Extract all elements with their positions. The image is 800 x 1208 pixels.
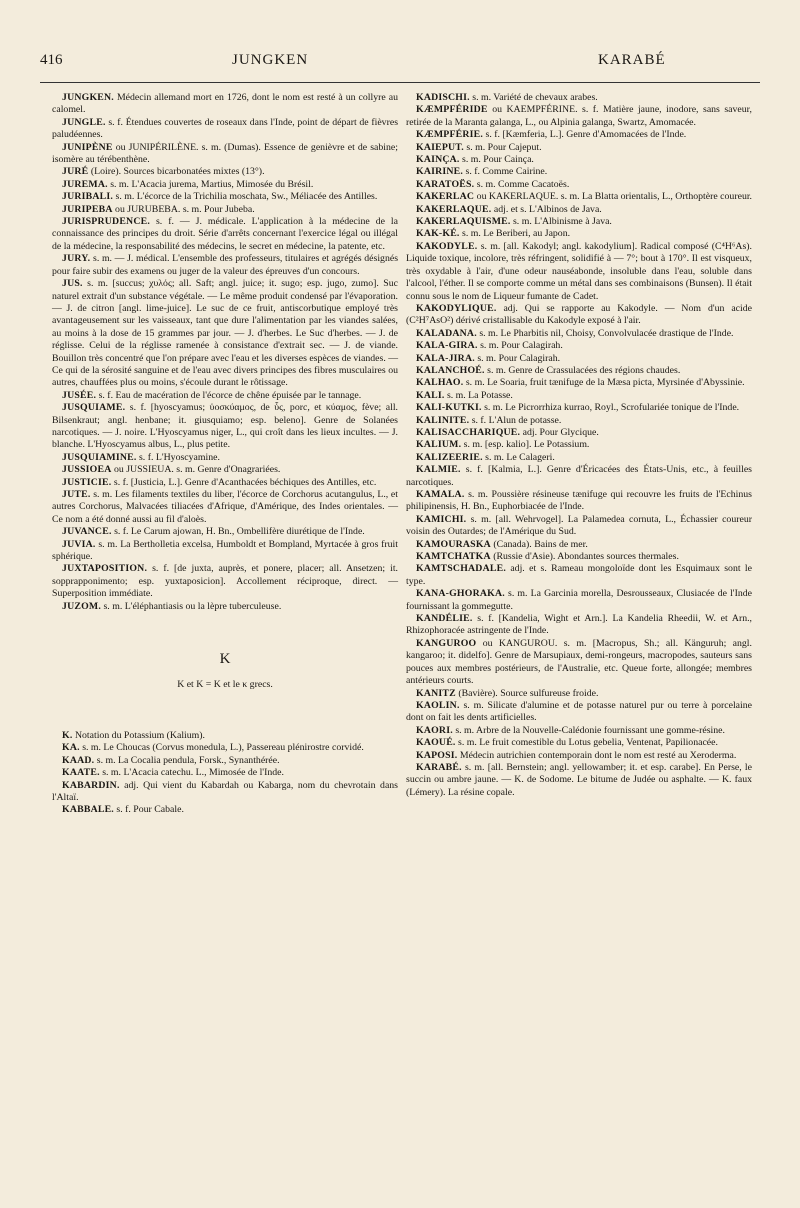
entry-definition: s. m. L'Acacia jurema, Martius, Mimosée du Brésil. [110, 178, 314, 190]
running-header [40, 48, 760, 76]
entry-definition: s. m. Silicate d'alumine et de potasse naturel pur ou terre à porcelaine dont on fait les dents artificielles. [406, 699, 752, 724]
dictionary-entry [406, 353, 752, 365]
entry-definition: s. m. Genre de Crassulacées des régions chaudes. [487, 364, 681, 376]
entry-definition: s. f. [Kandelia, Wight et Arn.]. La Kandelia Rheedii, W. et Arn., Rhizophoracée astringente de l'Inde. [406, 613, 753, 637]
dictionary-entry [52, 767, 398, 779]
right-column [406, 92, 752, 799]
entry-definition: s. m. — J. médical. L'ensemble des professeurs, titulaires et agrégés désignés pour faire subir des examens ou juger de la valeur des épreuves d'un concours. [52, 253, 399, 277]
entry-definition: adj. Qui se rapporte au Kakodyle. — Nom d'un acide (C²H⁷AsO²) dérivé cristallisable du Kakodyle exposé à l'air. [406, 302, 752, 327]
entry-definition: s. f. — J. médicale. L'application à la médecine de la connaissance des principes du droit. Série d'arrêts concernant l'exercice légal ou illégal de la médecine, la responsabilité des médecins, le secret en médecine, la patente, etc. [52, 216, 398, 252]
entry-headword: KALMIE. [416, 464, 461, 476]
entry-definition: s. m. Pour Calagirah. [480, 340, 563, 352]
entry-headword: KAORI. [416, 724, 453, 736]
entry-definition: Médecin autrichien contemporain dont le nom est resté au Xeroderma. [459, 749, 737, 761]
right-entries [406, 92, 752, 799]
dictionary-entry [406, 402, 752, 414]
entry-headword: JURÉ [62, 166, 89, 178]
left-running-head: JUNGKEN [232, 52, 309, 68]
dictionary-entry [52, 191, 398, 203]
entry-headword: KAOUÉ. [416, 737, 456, 749]
entry-headword: KAIRINE. [416, 166, 464, 178]
entry-definition: s. f. [Kalmia, L.]. Genre d'Éricacées des États-Unis, etc., à feuilles narcotiques. [406, 464, 752, 488]
entry-headword: KALIZEERIE. [416, 451, 483, 463]
dictionary-entry [406, 427, 752, 439]
entry-definition: s. f. Étendues couvertes de roseaux dans l'Inde, point de départ de fièvres paludéennes. [52, 116, 399, 141]
dictionary-entry [406, 204, 752, 216]
dictionary-entry [406, 464, 752, 489]
dictionary-entry [406, 303, 752, 328]
entry-headword: KALIUM. [416, 439, 462, 451]
entry-headword: JURISPRUDENCE. [62, 216, 150, 228]
entry-headword: KAINÇA. [416, 154, 460, 166]
dictionary-entry [52, 477, 398, 489]
entry-headword: KÆMPFÉRIE. [416, 129, 484, 141]
entry-definition: s. m. Poussière résineuse tænifuge qui recouvre les fruits de l'Echinus philipinensis, H. Bn., Euphorbiacée de l'Inde. [406, 489, 752, 513]
dictionary-entry [406, 142, 752, 154]
dictionary-entry [406, 241, 752, 303]
entry-headword: KAPOSI. [416, 749, 458, 761]
entry-headword: JURIPEBA [62, 203, 113, 215]
entry-headword: KANITZ [416, 687, 456, 699]
entry-definition: (Bavière). Source sulfureuse froide. [458, 687, 599, 699]
entry-headword: JURIBALI. [62, 191, 114, 203]
left-entries-k [52, 730, 398, 817]
dictionary-entry [406, 92, 752, 104]
entry-definition: s. f. Le Carum ajowan, H. Bn., Ombellifère diurétique de l'Inde. [114, 526, 365, 538]
entry-definition: ou JUSSIEUA. s. m. Genre d'Onagrariées. [113, 464, 281, 476]
dictionary-entry [52, 780, 398, 805]
entry-headword: JUXTAPOSITION. [62, 563, 148, 575]
entry-headword: KAKERLAC [416, 191, 475, 203]
entry-definition: ou JURUBEBA. s. m. Pour Jubeba. [115, 203, 255, 215]
entry-definition: s. m. Le Beriberi, au Japon. [462, 228, 571, 240]
entry-definition: s. m. L'écorce de la Trichilia moschata, Sw., Méliacée des Antilles. [115, 191, 378, 203]
entry-definition: s. f. [hyoscyamus; ὑοσκύαμος, de ὗς, porc, et κύαμος, fève; all. Bilsenkraut; angl. henbane; it. giusquiamo; esp. beleno]. Genre de Solanées narcotiques. — J. noire. L'Hyoscyamus niger, L., qui croît dans les lieux incultes. — J. blanche. L'Hyoscyamus albus, L., plus petite. [52, 402, 399, 451]
entry-headword: KAMTSCHADALE. [416, 563, 506, 575]
entry-headword: KANDÉLIE. [416, 613, 473, 625]
dictionary-entry [406, 688, 752, 700]
dictionary-entry [406, 228, 752, 240]
entry-definition: s. f. [de juxta, auprès, et ponere, placer; all. Ansetzen; it. sopprapponimento; esp. yuxtaposicion]. Accollement réciproque, direct. — Superposition immédiate. [52, 563, 398, 600]
entry-definition: Médecin allemand mort en 1726, dont le nom est resté à un collyre au calomel. [52, 92, 398, 116]
dictionary-entry [52, 526, 398, 538]
entry-headword: JUREMA. [62, 178, 108, 190]
entry-definition: s. m. [succus; χυλός; all. Saft; angl. juice; it. sugo; esp. jugo, zumo]. Suc naturel extrait d'un substance végétale. — Le même produit condensé par l'évaporation. — J. de citron [angl. lime-juice]. Le suc de ce fruit, antiscorbutique employé très avantageusement sur les vaisseaux, tant que dure l'alimentation par les viandes salées, au moins à la dose de 15 grammes par jour. — J. d'herbes. Le Suc d'herbes. — J. de réglisse. Celui de la réglisse ramenée à consistance d'extrait sec. — J. de viande. Bouillon très concentré que l'on prépare avec l'eau et les diverses espèces de viandes. — Ce qui de la sérosité sanguine et de l'eau avec divers principes des fibres musculaires ou autres, chauffées plus ou moins, s'écoule durant le rôtissage. [52, 278, 399, 389]
left-column [52, 92, 398, 817]
entry-headword: JUNGLE. [62, 116, 106, 128]
entry-definition: s. m. Le Choucas (Corvus monedula, L.), Passereau plénirostre corvidé. [82, 742, 364, 754]
dictionary-entry [406, 563, 752, 588]
entry-headword: KALADANA. [416, 327, 477, 339]
entry-definition: s. m. Les filaments textiles du liber, l'écorce de Corchorus acutangulus, L., et autres Corchorus, Malvacées tiliacées d'Afrique, d'Amérique, des Indes orientales. — Ce nom a été donné aussi au fil d'aloès. [52, 489, 398, 525]
dictionary-entry [406, 750, 752, 762]
entry-definition: s. m. La Bertholletia excelsa, Humboldt et Bompland, Myrtacée à gros fruit sphérique. [52, 538, 398, 563]
entry-definition: ou JUNIPÉRILÈNE. s. m. (Dumas). Essence de genièvre et de sabine; isomère au térébenthène. [52, 141, 398, 166]
entry-headword: KAKODYLE. [416, 240, 478, 252]
dictionary-entry [406, 390, 752, 402]
entry-definition: s. f. Pour Cabale. [116, 804, 184, 816]
dictionary-entry [52, 92, 398, 117]
dictionary-entry [406, 514, 752, 539]
dictionary-entry [406, 377, 752, 389]
dictionary-entry [406, 104, 752, 129]
entry-definition: s. m. Variété de chevaux arabes. [472, 92, 598, 103]
header-rule [40, 82, 760, 83]
dictionary-entry [52, 804, 398, 816]
right-running-head: KARABÉ [598, 52, 666, 68]
entry-definition: s. f. [Justicia, L.]. Genre d'Acanthacées béchiques des Antilles, etc. [113, 476, 377, 488]
entry-definition: (Canada). Bains de mer. [493, 538, 588, 550]
entry-definition: s. f. Comme Cairine. [465, 166, 548, 178]
dictionary-entry [406, 166, 752, 178]
entry-headword: KALINITE. [416, 414, 470, 426]
entry-definition: s. m. [all. Bernstein; angl. yellowamber; it. et esp. carabe]. En Perse, le succin ou ambre jaune. — K. de Sodome. Le bitume de Judée ou asphalte. — K. faux (Lémery). La résine copale. [406, 761, 752, 798]
entry-headword: JUVIA. [62, 538, 96, 550]
dictionary-entry [406, 415, 752, 427]
entry-headword: JUNIPÈNE [62, 141, 113, 153]
entry-headword: KADISCHI. [416, 92, 470, 103]
entry-definition: Notation du Potassium (Kalium). [74, 729, 206, 741]
dictionary-entry [52, 142, 398, 167]
entry-definition: s. m. Pour Calagirah. [477, 352, 561, 364]
entry-headword: KARATOËS. [416, 178, 475, 190]
dictionary-entry [406, 737, 752, 749]
entry-headword: KAKERLAQUE. [416, 203, 492, 215]
dictionary-entry [52, 539, 398, 564]
dictionary-entry [52, 179, 398, 191]
entry-headword: KAKERLAQUISME. [416, 216, 511, 228]
entry-headword: K. [62, 729, 73, 741]
entry-definition: s. f. L'Alun de potasse. [471, 414, 562, 426]
dictionary-entry [406, 588, 752, 613]
entry-headword: JUSÉE. [62, 389, 97, 401]
dictionary-entry [52, 730, 398, 742]
entry-definition: s. m. [all. Kakodyl; angl. kakodylium]. Radical composé (C⁴H⁶As). Liquide toxique, incolore, très réfringent, solidifié à — 7°; bout à 170°. Il est visqueux, très oxydable à l'air, d'une odeur nauséabonde, insoluble dans l'eau, soluble dans l'alcool, l'éther. Il se comporte comme un métal dans ses combinaisons (Bunsen). Il était connu sous le nom de Liqueur fumante de Cadet. [406, 240, 752, 302]
left-entries [52, 92, 398, 613]
entry-headword: KÆMPFÉRIDE [416, 104, 488, 116]
entry-headword: KALI-KUTKI. [416, 402, 482, 414]
dictionary-entry [406, 762, 752, 799]
entry-headword: JUSQUIAMINE. [62, 451, 137, 463]
entry-definition: s. m. [all. Wehrvogel]. La Palamedea cornuta, L., Échassier coureur voisin des Outardes; de l'Amérique du Sud. [406, 513, 752, 538]
dictionary-entry [406, 613, 752, 638]
dictionary-entry [406, 340, 752, 352]
dictionary-entry [406, 365, 752, 377]
dictionary-entry [406, 551, 752, 563]
entry-headword: JUVANCE. [62, 526, 112, 538]
entry-definition: (Russie d'Asie). Abondantes sources thermales. [493, 551, 679, 563]
entry-headword: KAMALA. [416, 489, 465, 500]
dictionary-entry [406, 328, 752, 340]
entry-headword: KABARDIN. [62, 779, 120, 791]
entry-definition: s. m. La Garcinia morella, Desrousseaux, Clusiacée de l'Inde fournissant la gommegutte. [406, 588, 752, 612]
entry-headword: KALISACCHARIQUE. [416, 426, 521, 438]
page-number: 416 [40, 52, 63, 68]
dictionary-entry [52, 452, 398, 464]
entry-definition: s. m. Comme Cacatoës. [476, 178, 570, 190]
entry-headword: JUSSIOEA [62, 464, 112, 476]
entry-definition: s. m. [esp. kalio]. Le Potassium. [463, 439, 590, 451]
dictionary-entry [406, 489, 752, 514]
entry-headword: KAK-KÉ. [416, 228, 460, 240]
dictionary-entry [52, 278, 398, 390]
dictionary-entry [406, 452, 752, 464]
section-letter: K [219, 651, 231, 668]
dictionary-entry [406, 179, 752, 191]
entry-headword: JUS. [62, 278, 83, 290]
entry-headword: JUSTICIE. [62, 476, 112, 488]
entry-definition: s. m. Le Pharbitis nil, Choisy, Convolvulacée drastique de l'Inde. [479, 327, 734, 339]
dictionary-entry [406, 216, 752, 228]
entry-headword: JURY. [62, 253, 91, 265]
dictionary-entry [52, 402, 398, 452]
entry-definition: s. m. Pour Cajeput. [466, 141, 542, 153]
dictionary-entry [52, 204, 398, 216]
entry-definition: ou KAEMPFÉRINE. s. f. Matière jaune, inodore, sans saveur, retirée de la Maranta galanga, L., ou Alpinia galanga, Swartz, Amomacée. [406, 104, 753, 128]
entry-headword: KAAD. [62, 754, 95, 766]
entry-definition: s. m. La Cocalia pendula, Forsk., Synanthérée. [96, 754, 280, 766]
entry-headword: KABBALE. [62, 804, 114, 816]
dictionary-entry [52, 117, 398, 142]
entry-headword: KAMTCHATKA [416, 551, 491, 563]
entry-headword: KAOLIN. [416, 699, 460, 711]
section-note: K et K = K et le κ grecs. [177, 679, 273, 691]
dictionary-entry [52, 601, 398, 613]
entry-headword: KAIEPUT. [416, 141, 464, 153]
entry-headword: JUTE. [62, 489, 91, 500]
entry-headword: KAATE. [62, 767, 100, 779]
dictionary-entry [52, 216, 398, 253]
entry-definition: adj. Pour Glycique. [522, 426, 599, 438]
entry-definition: ou KANGUROU. s. m. [Macropus, Sh.; all. Känguruh; angl. kangaroo; it. didelfo]. Genre de Marsupiaux, demi-rongeurs, macropodes, sauteurs sans pouces aux membres postérieurs, de l'Australie, etc. Queue forte, allongée; membres antérieurs courts. [406, 637, 752, 687]
entry-definition: adj. Qui vient du Kabardah ou Kabarga, nom du chevrotain dans l'Altaï. [52, 779, 398, 803]
entry-headword: KA. [62, 742, 80, 754]
dictionary-entry [52, 563, 398, 600]
dictionary-entry [406, 129, 752, 141]
dictionary-entry [406, 539, 752, 551]
entry-headword: KALI. [416, 389, 445, 401]
entry-definition: s. m. L'Albinisme à Java. [512, 216, 612, 228]
entry-definition: s. f. Eau de macération de l'écorce de chêne épuisée par le tannage. [98, 389, 362, 401]
entry-definition: s. m. Le Soaria, fruit tænifuge de la Mæsa picta, Myrsinée d'Abyssinie. [465, 377, 745, 389]
entry-headword: KALA-JIRA. [416, 352, 475, 364]
dictionary-entry [406, 191, 752, 203]
entry-definition: s. m. L'Acacia catechu. L., Mimosée de l'Inde. [102, 767, 284, 779]
entry-headword: KALHAO. [416, 377, 464, 389]
entry-definition: s. f. [Kæmferia, L.]. Genre d'Amomacées de l'Inde. [485, 129, 687, 141]
dictionary-entry [406, 439, 752, 451]
entry-definition: s. m. La Potasse. [446, 389, 513, 401]
entry-definition: s. m. Le Picrorrhiza kurrao, Royl., Scrofulariée tonique de l'Inde. [484, 402, 740, 414]
entry-definition: (Loire). Sources bicarbonatées mixtes (13°). [90, 166, 265, 178]
dictionary-entry [52, 755, 398, 767]
entry-definition: s. m. Arbre de la Nouvelle-Calédonie fournissant une gomme-résine. [455, 724, 725, 736]
entry-definition: s. m. Le Calageri. [485, 451, 555, 463]
dictionary-entry [52, 253, 398, 278]
dictionary-entry [406, 725, 752, 737]
entry-headword: JUSQUIAME. [62, 402, 126, 414]
entry-headword: KANA-GHORAKA. [416, 588, 505, 600]
entry-headword: JUZOM. [62, 600, 102, 612]
entry-definition: adj. et s. L'Albinos de Java. [493, 203, 602, 215]
dictionary-entry [52, 464, 398, 476]
entry-headword: KAMOURASKA [416, 538, 491, 550]
entry-definition: s. m. Le fruit comestible du Lotus gebelia, Ventenat, Papilionacée. [458, 737, 718, 749]
entry-definition: s. m. Pour Cainça. [462, 154, 534, 166]
dictionary-entry [406, 154, 752, 166]
entry-definition: adj. et s. Rameau mongoloïde dont les Esquimaux sont le type. [406, 563, 752, 587]
entry-definition: s. f. L'Hyoscyamine. [138, 451, 220, 463]
dictionary-entry [52, 390, 398, 402]
entry-headword: KALA-GIRA. [416, 340, 478, 352]
entry-headword: KALANCHOÉ. [416, 364, 485, 376]
dictionary-entry [406, 638, 752, 688]
dictionary-entry [52, 166, 398, 178]
entry-headword: KAKODYLIQUE. [416, 302, 497, 314]
dictionary-entry [52, 742, 398, 754]
entry-definition: s. m. L'éléphantiasis ou la lèpre tuberculeuse. [103, 600, 282, 612]
entry-headword: KAMICHI. [416, 513, 467, 525]
entry-headword: KARABÉ. [416, 761, 462, 773]
entry-headword: JUNGKEN. [62, 92, 114, 103]
dictionary-entry [52, 489, 398, 526]
entry-definition: ou KAKERLAQUE. s. m. La Blatta orientalis, L., Orthoptère coureur. [476, 191, 753, 203]
dictionary-entry [406, 700, 752, 725]
entry-headword: KANGUROO [416, 637, 477, 649]
